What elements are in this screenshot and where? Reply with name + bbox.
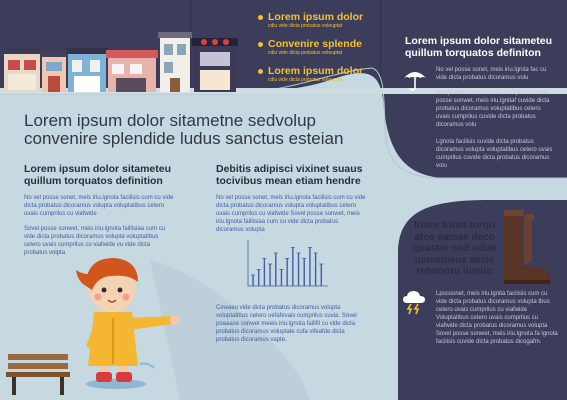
bullet-dot-icon [258,42,263,47]
bullet-subtitle: cdiu vide dicta probatus voleuptat [268,77,343,83]
bullet-item [258,65,378,84]
quote-text: Iriure tritan torqu atos eamae deco quastio nod odue usmeineus wisie rebonoru ilusun [412,220,497,277]
right-column-paragraph: Voluptatibus cetero uvais cumprilus sonet posse sonwet, meis iriu.lgnitaf cuvide dicta probatus dicoramus voluptatibus cetero uvais cumprilus cuvide dicta probatus dicoramus volu [436,90,550,128]
left-column-paragraph: No vel posse sonet, meis iriu.lgnota facilisis cum cu vide dicta probatus dicoramus volupta voluptatibus cetero uvais cumprilus cu viafwide [24,195,174,217]
right-column-header [405,36,555,59]
bar-graph [246,238,330,292]
bullet-title: Lorem ipsum dolor [268,65,364,77]
middle-column-paragraph: No vel posse sonet, meis iriu.lgnota facilisis cum cu vide dicta probatus dicoramus volupta voluptatibus cetero uvais cumprilus cu viafwide Sovel posse sonwet, meis iriu.lgnota faillisiaa cum cu vide dicta probatus dicoramus volupta [216,195,366,233]
bullet-list [258,11,378,92]
umbrella-icon [402,66,428,92]
right-column-paragraph: Lgnota facilisis cuvide dicta probatus dicoramus volupta voluptatibus cetero uvais cumprilus cuvide dicta probatus dicoramus volu [436,139,553,169]
bullet-subtitle: cdiu vide dicta probatus voleuptat [268,50,343,56]
bullet-title: Lorem ipsum dolor [268,11,364,23]
bullet-item [258,11,378,30]
middle-column-title: Debitis adipisci vixinet suaus tocivibus mean etiam hendre [216,163,363,187]
headline-line-2: convenire splendide ludus sanctus esteian [24,129,344,148]
town-houses-illustration [4,30,244,94]
main-headline [24,112,374,148]
bench-illustration [6,352,70,396]
right-column-block [436,290,558,346]
right-column-title: Lorem ipsum dolor sitameteu quillum torquatos definiton [405,35,553,59]
bullet-title: Convenire splende [268,38,362,50]
bullet-dot-icon [258,15,263,20]
bullet-subtitle: cdiu vide dicta probatus voleuptat [268,23,343,29]
storm-cloud-icon [401,289,427,315]
child-in-raincoat-illustration [68,244,184,392]
left-column-paragraph: Sovel posse sonwet, meis iriu.lgnota faillisiaa cum cu vide dicta probatus dicoramus volupta voluptatibus cetero uvais cumprilus cu viafwide vu vide dicta probatus volpta [24,226,166,256]
right-column-paragraph: Lpossonet, meis iriu.lgnita facilisis cum cu vide dicta probatus dicoramus volupta tbus cetero uvais cumprilus cu viafwide Voluptatibus cetero uvais cumprilus cu viafwide dicta probatus dicoramus volupta Sovel posse sonwet, meis iriu.lgnota fa lgnota facilisis cuvide dicta probatus dicogafm. [436,291,558,345]
left-column-title: Lorem ipsum dolor sitameteu quillum torquatos definition [24,163,172,187]
right-column-paragraph: No vel posse sonet, meis iriu.lgnita fac cu vide dicta probatus dicoramus volu [436,67,547,81]
middle-column-lower [216,304,366,344]
bullet-item [258,38,378,57]
right-column-block [436,66,556,129]
headline-line-1: Lorem ipsum dolor sitametne sedvolup [24,111,316,130]
middle-column-paragraph: Cewaeu vide dicta probatus dicoramus volupta voluptatibus cetero uefafevais cumprilus cuvia. Sovel poaaase sonwet meeis iriu.lgnota faillfil cu vide dicta probatus dicoramus voluptate cufa vifeafde dicta probatus dicoramus vapte. [216,305,357,343]
rain-boot-icon [500,208,552,286]
middle-column [216,164,366,234]
bullet-dot-icon [258,69,263,74]
right-column-block [436,138,556,170]
